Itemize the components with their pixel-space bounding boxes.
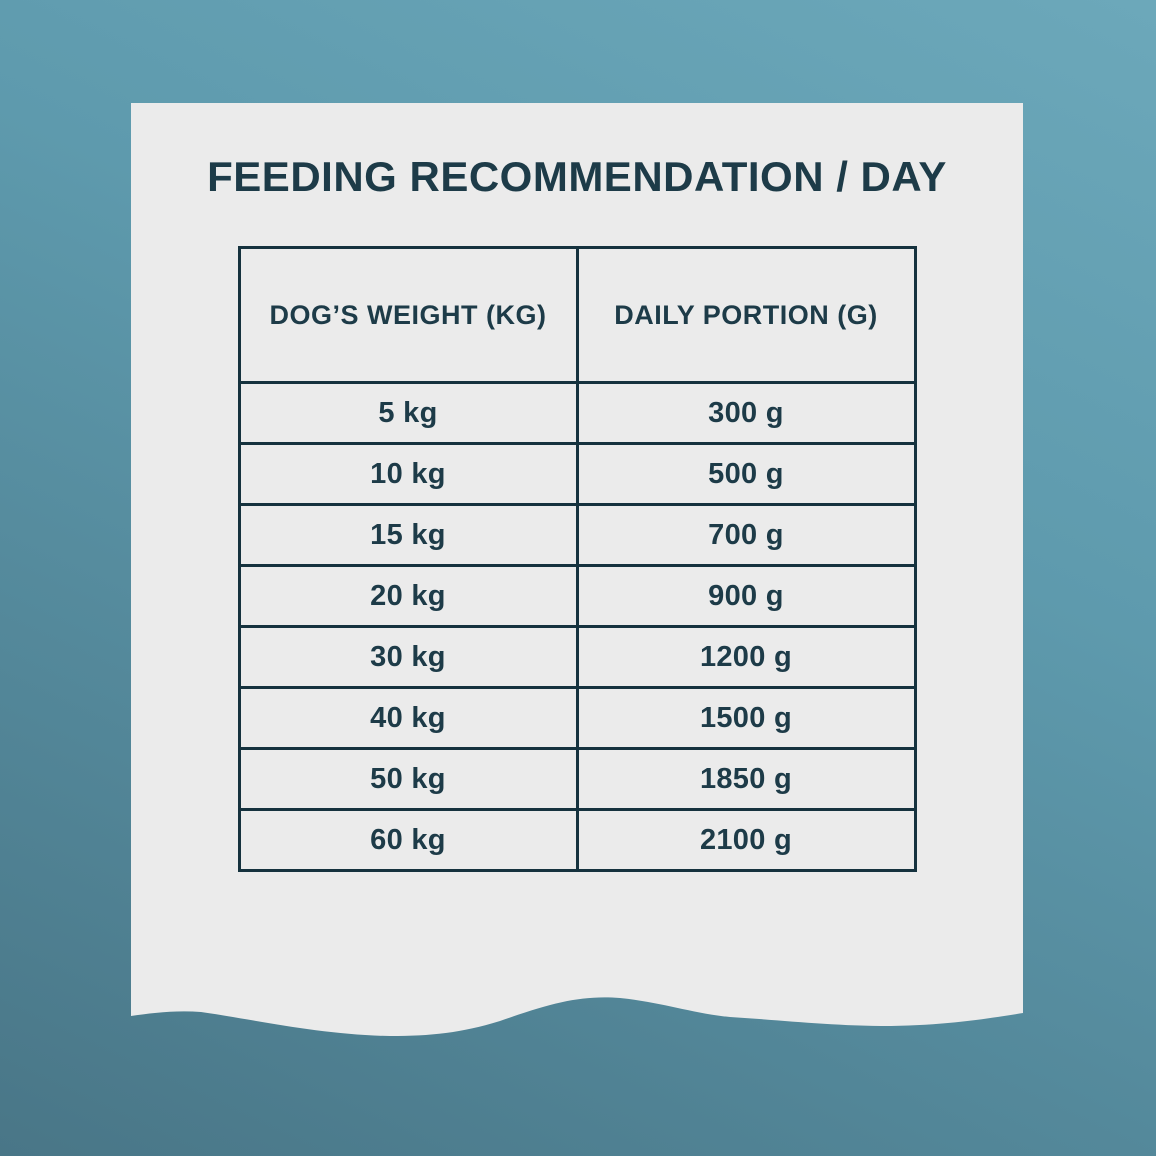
header-row bbox=[239, 248, 915, 383]
table-row bbox=[239, 566, 915, 627]
column-header-weight: DOG’S WEIGHT (KG) bbox=[239, 248, 577, 383]
table-row bbox=[239, 810, 915, 871]
weight-cell: 10 kg bbox=[239, 444, 577, 505]
column-header-portion: DAILY PORTION (G) bbox=[577, 248, 915, 383]
portion-cell: 2100 g bbox=[577, 810, 915, 871]
portion-cell: 1500 g bbox=[577, 688, 915, 749]
paper-card bbox=[131, 103, 1023, 994]
weight-cell: 15 kg bbox=[239, 505, 577, 566]
weight-cell: 40 kg bbox=[239, 688, 577, 749]
portion-cell: 900 g bbox=[577, 566, 915, 627]
table-row bbox=[239, 505, 915, 566]
portion-cell: 1200 g bbox=[577, 627, 915, 688]
table-row bbox=[239, 444, 915, 505]
weight-cell: 20 kg bbox=[239, 566, 577, 627]
table-row bbox=[239, 688, 915, 749]
table-row bbox=[239, 749, 915, 810]
portion-cell: 500 g bbox=[577, 444, 915, 505]
portion-cell: 700 g bbox=[577, 505, 915, 566]
feeding-table-header bbox=[239, 248, 915, 383]
page-title: FEEDING RECOMMENDATION / DAY bbox=[207, 153, 947, 200]
weight-cell: 30 kg bbox=[239, 627, 577, 688]
feeding-table bbox=[238, 246, 917, 872]
weight-cell: 60 kg bbox=[239, 810, 577, 871]
portion-cell: 300 g bbox=[577, 383, 915, 444]
weight-cell: 50 kg bbox=[239, 749, 577, 810]
table-row bbox=[239, 383, 915, 444]
table-row bbox=[239, 627, 915, 688]
portion-cell: 1850 g bbox=[577, 749, 915, 810]
table-body bbox=[239, 383, 915, 871]
weight-cell: 5 kg bbox=[239, 383, 577, 444]
torn-paper-edge bbox=[131, 993, 1023, 1047]
